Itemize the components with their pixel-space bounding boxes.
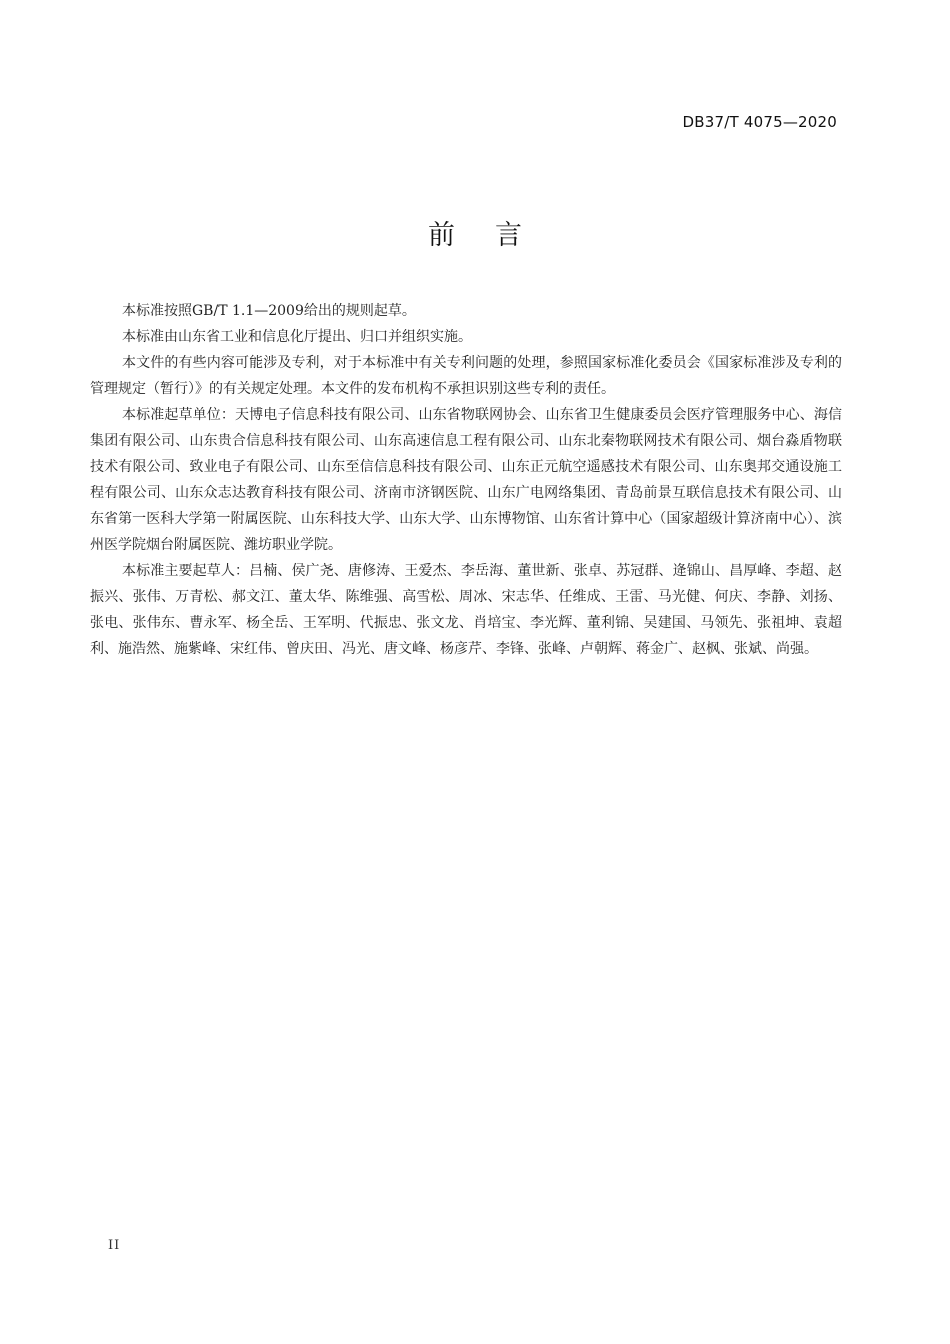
paragraph-drafting-units: 本标准起草单位：天博电子信息科技有限公司、山东省物联网协会、山东省卫生健康委员会医疗管理服务中心、海信集团有限公司、山东贵合信息科技有限公司、山东高速信息工程有限公司、山东北秦物联网技术有限公司、烟台淼盾物联技术有限公司、致业电子有限公司、山东至信信息科技有限公司、山东正元航空遥感技术有限公司、山东奥邦交通设施工程有限公司、山东众志达教育科技有限公司、济南市济钢医院、山东广电网络集团、青岛前景互联信息技术有限公司、山东省第一医科大学第一附属医院、山东科技大学、山东大学、山东博物馆、山东省计算中心（国家超级计算济南中心）、滨州医学院烟台附属医院、潍坊职业学院。 bbox=[90, 407, 842, 553]
preface-body bbox=[90, 298, 842, 662]
page-number: II bbox=[108, 1238, 121, 1253]
standard-code: DB37/T 4075—2020 bbox=[682, 113, 837, 131]
paragraph-patent-notice: 本文件的有些内容可能涉及专利，对于本标准中有关专利问题的处理，参照国家标准化委员会《国家标准涉及专利的管理规定（暂行）》的有关规定处理。本文件的发布机构不承担识别这些专利的责任。 bbox=[90, 355, 842, 397]
page-title: 前言 bbox=[428, 220, 562, 251]
paragraph-proposer: 本标准由山东省工业和信息化厅提出、归口并组织实施。 bbox=[122, 329, 472, 345]
paragraph-drafters: 本标准主要起草人：吕楠、侯广尧、唐修涛、王爱杰、李岳海、董世新、张卓、苏冠群、逄锦山、昌厚峰、李超、赵振兴、张伟、万青松、郝文江、董太华、陈维强、高雪松、周冰、宋志华、任维成、王雷、马光健、何庆、李静、刘扬、张电、张伟东、曹永军、杨全岳、王军明、代振忠、张文龙、肖培宝、李光辉、董利锦、吴建国、马领先、张祖坤、袁超利、施浩然、施紫峰、宋红伟、曾庆田、冯光、唐文峰、杨彦芹、李锋、张峰、卢朝辉、蒋金广、赵枫、张斌、尚强。 bbox=[90, 563, 842, 657]
paragraph-drafting-rules: 本标准按照GB/T 1.1—2009给出的规则起草。 bbox=[122, 303, 416, 319]
